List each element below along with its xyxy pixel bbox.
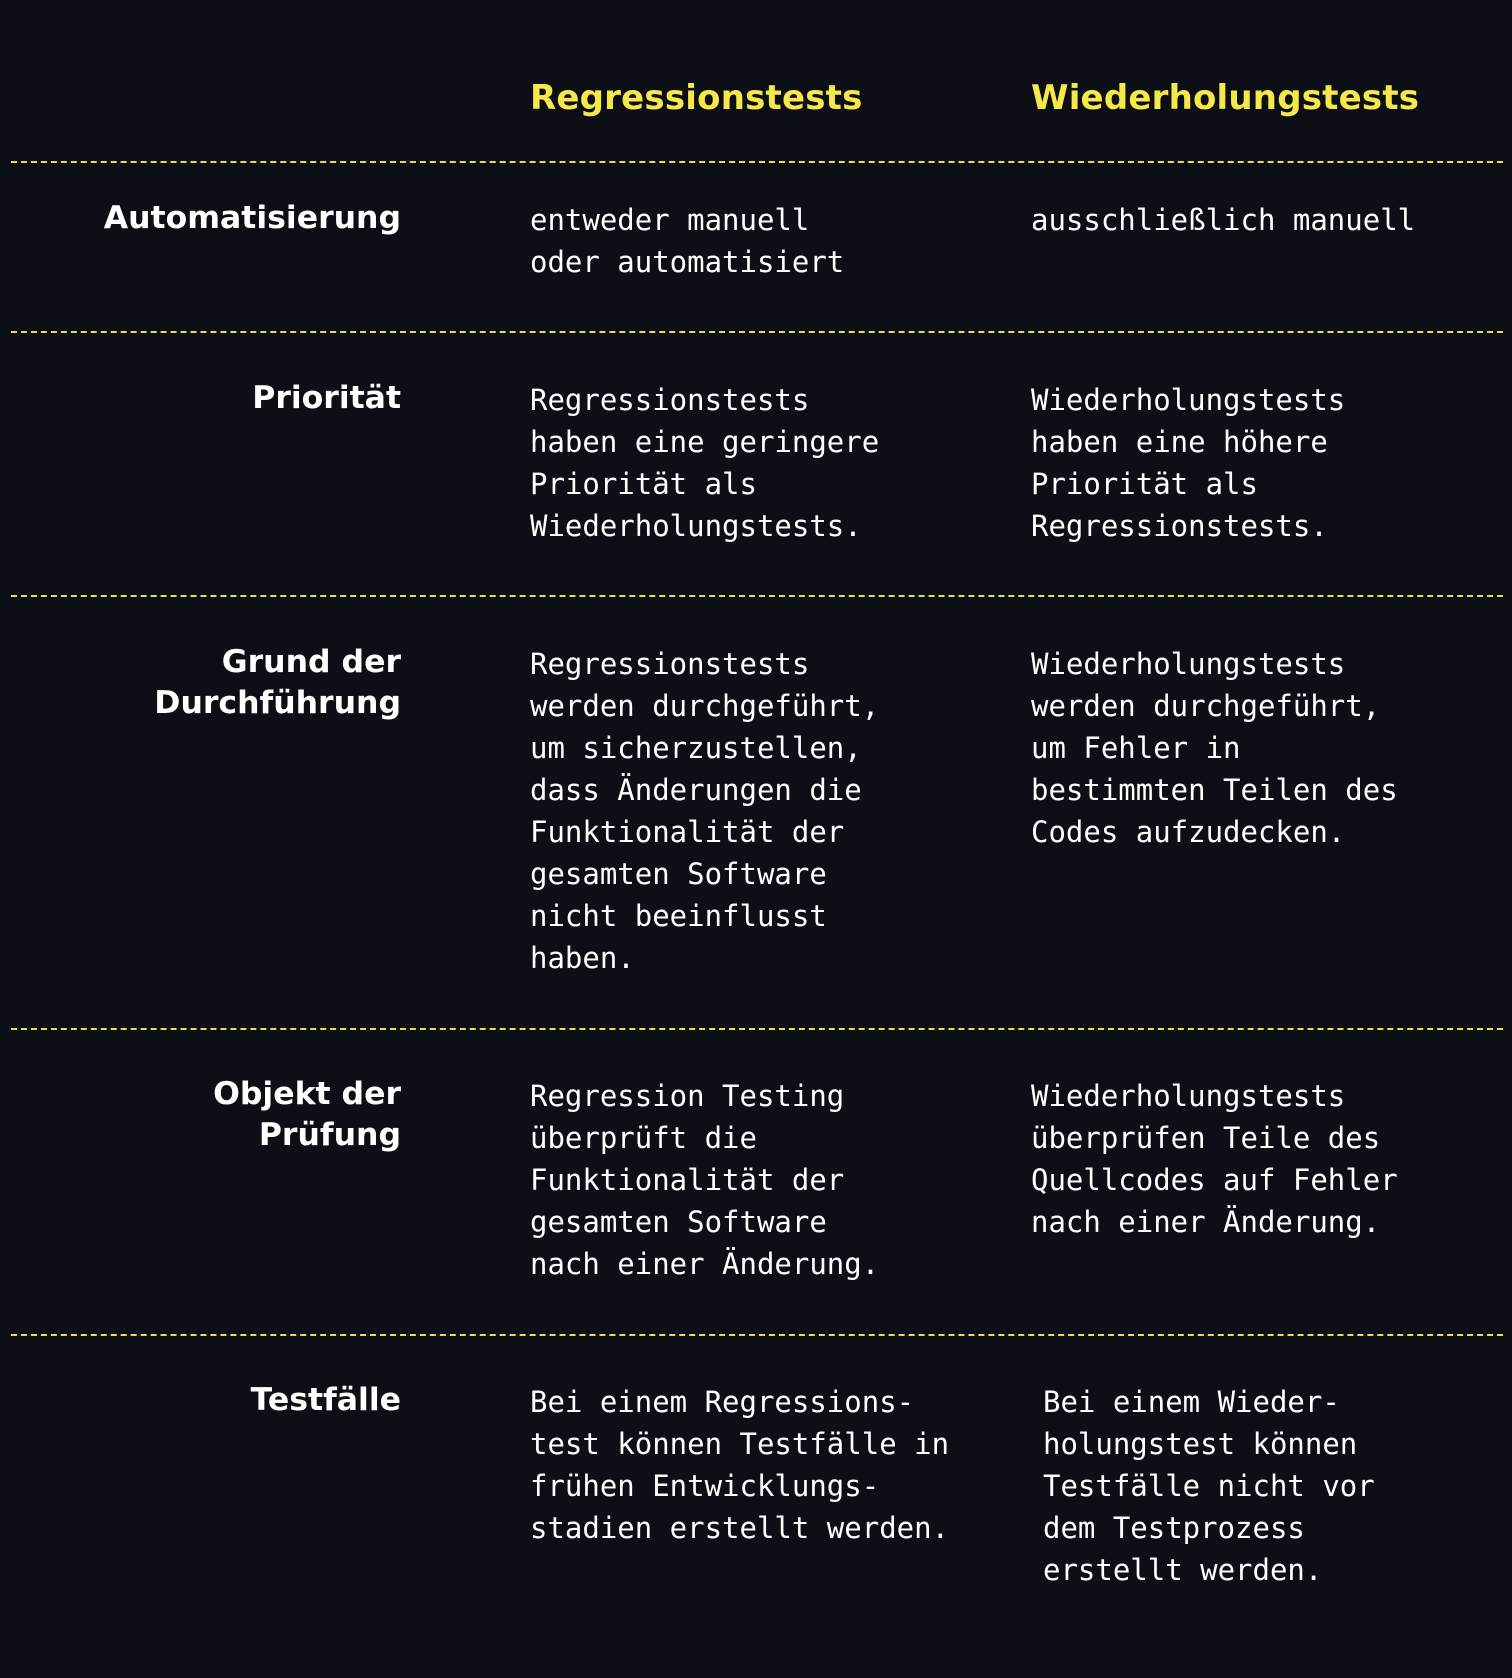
row-divider (11, 1334, 1503, 1336)
row-label-prioritaet: Priorität (252, 380, 401, 416)
cell-objekt-retest: Wiederholungstests überprüfen Teile des Quellcodes auf Fehler nach einer Änderung. (1031, 1079, 1398, 1239)
cell-objekt-regression: Regression Testing überprüft die Funktionalität der gesamten Software nach einer Änderung. (530, 1079, 880, 1281)
row-label-grund-der-durchfuehrung: Grund der Durchführung (154, 644, 401, 721)
cell-grund-regression: Regressionstests werden durchgeführt, um sicherzustellen, dass Änderungen die Funktionalität der gesamten Software nicht beeinflusst haben. (530, 647, 880, 975)
cell-testfaelle-retest: Bei einem Wieder- holungstest können Testfälle nicht vor dem Testprozess erstellt werden. (1043, 1385, 1375, 1587)
row-divider (11, 595, 1503, 597)
cell-prioritaet-retest: Wiederholungstests haben eine höhere Priorität als Regressionstests. (1031, 383, 1346, 543)
header-wiederholungstests: Wiederholungstests (1031, 78, 1420, 118)
row-divider (11, 161, 1503, 163)
cell-automatisierung-retest: ausschließlich manuell (1031, 203, 1416, 237)
row-label-testfaelle: Testfälle (250, 1382, 401, 1418)
row-divider (11, 331, 1503, 333)
header-regressionstests: Regressionstests (530, 78, 863, 118)
row-label-automatisierung: Automatisierung (103, 200, 401, 236)
cell-grund-retest: Wiederholungstests werden durchgeführt, um Fehler in bestimmten Teilen des Codes aufzudecken. (1031, 647, 1398, 849)
cell-testfaelle-regression: Bei einem Regressions- test können Testfälle in frühen Entwicklungs- stadien erstellt werden. (530, 1385, 950, 1545)
cell-automatisierung-regression: entweder manuell oder automatisiert (530, 203, 845, 279)
cell-prioritaet-regression: Regressionstests haben eine geringere Priorität als Wiederholungstests. (530, 383, 880, 543)
row-label-objekt-der-pruefung: Objekt der Prüfung (213, 1076, 401, 1153)
row-divider (11, 1028, 1503, 1030)
